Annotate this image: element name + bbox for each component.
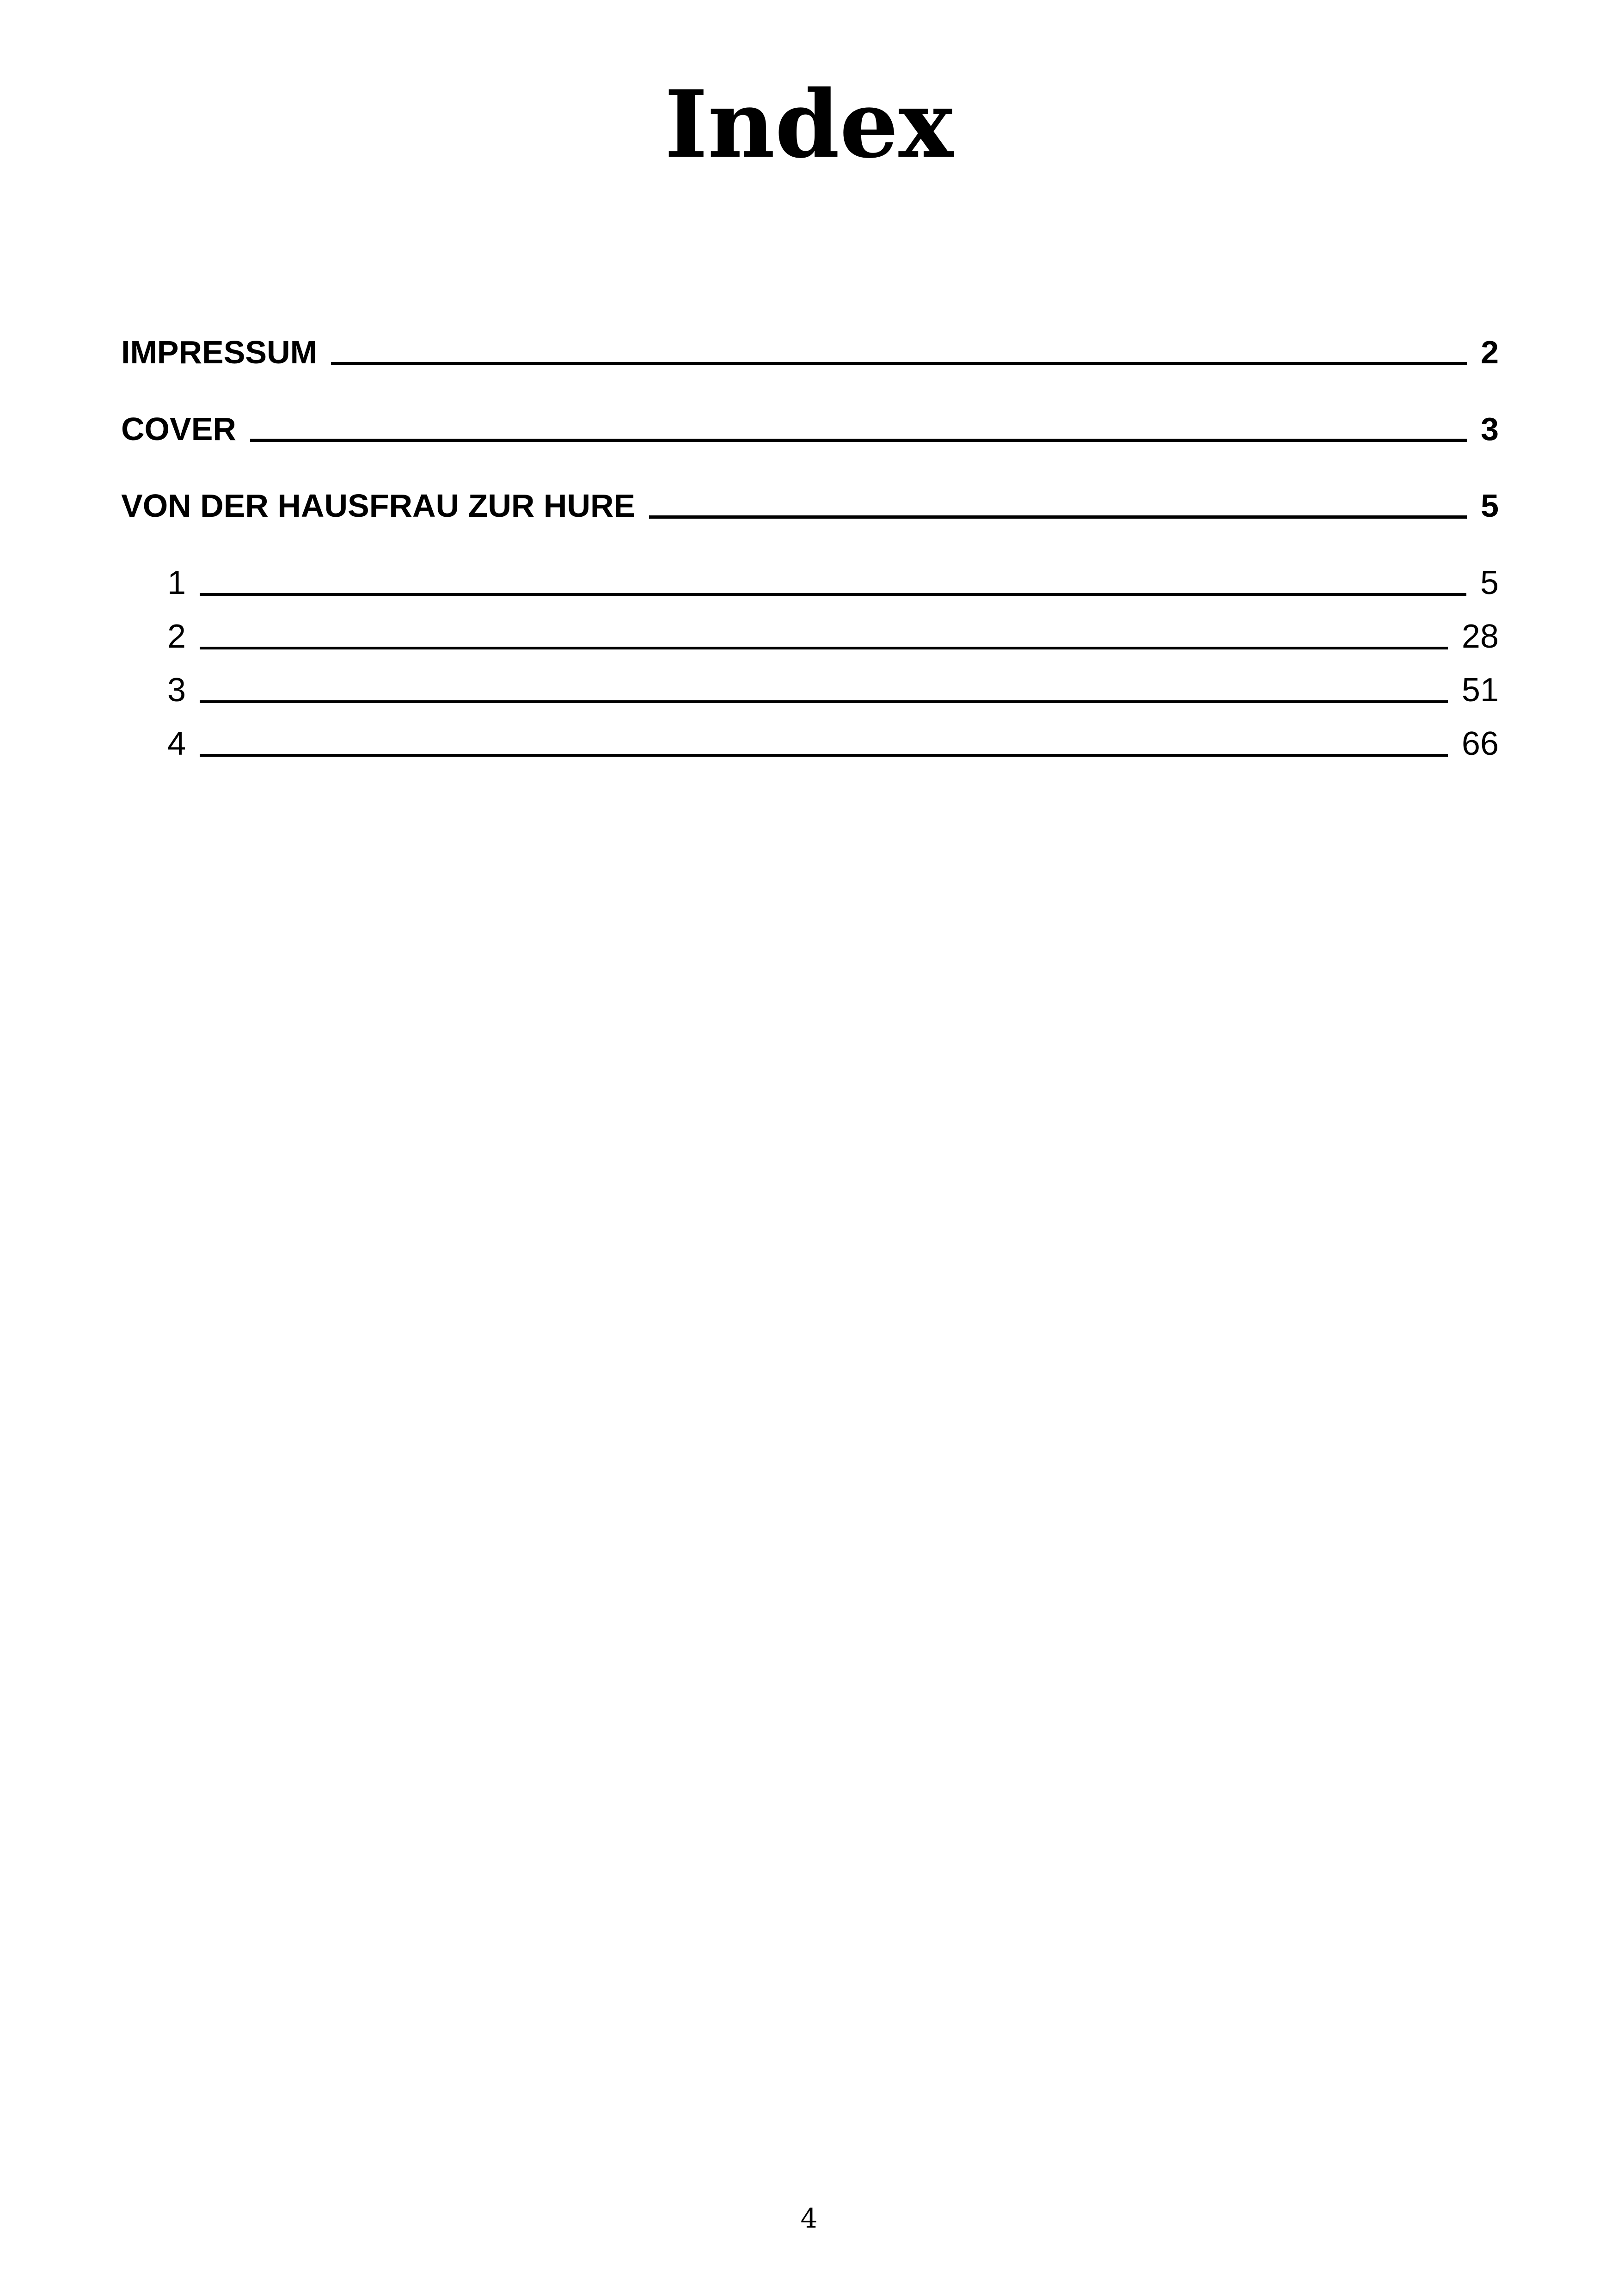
toc-subentry-1[interactable] xyxy=(121,563,1499,617)
toc-leader-line xyxy=(649,515,1467,519)
toc-entry-label: VON DER HAUSFRAU ZUR HURE xyxy=(121,488,636,524)
toc-leader-line xyxy=(250,439,1467,442)
toc-leader-line xyxy=(200,754,1448,757)
toc-leader-line xyxy=(200,593,1466,596)
toc-subentry-page: 66 xyxy=(1461,725,1499,762)
toc-entry-label: IMPRESSUM xyxy=(121,334,317,370)
toc-subentry-label: 3 xyxy=(167,672,186,709)
toc-subentry-page: 5 xyxy=(1480,564,1499,601)
toc-leader-line xyxy=(200,647,1448,649)
page-number: 4 xyxy=(800,2203,818,2234)
toc-entry-chapter[interactable] xyxy=(121,486,1499,563)
toc-subentry-3[interactable] xyxy=(121,670,1499,724)
toc-leader-line xyxy=(331,362,1467,365)
toc-subentry-4[interactable] xyxy=(121,724,1499,778)
toc-entry-page: 3 xyxy=(1481,411,1499,447)
toc-subentry-label: 2 xyxy=(167,618,186,655)
toc-subentry-2[interactable] xyxy=(121,617,1499,670)
toc-entry-impressum[interactable] xyxy=(121,333,1499,410)
toc-entry-cover[interactable] xyxy=(121,410,1499,486)
toc-subentry-label: 4 xyxy=(167,725,186,762)
toc-subentry-page: 28 xyxy=(1461,618,1499,655)
page-title: Index xyxy=(664,70,954,179)
table-of-contents xyxy=(121,333,1499,778)
toc-entry-page: 2 xyxy=(1481,334,1499,370)
toc-subentry-label: 1 xyxy=(167,564,186,601)
toc-entry-label: COVER xyxy=(121,411,236,447)
toc-entry-page: 5 xyxy=(1481,488,1499,524)
toc-leader-line xyxy=(200,700,1448,703)
toc-subentry-page: 51 xyxy=(1461,672,1499,709)
